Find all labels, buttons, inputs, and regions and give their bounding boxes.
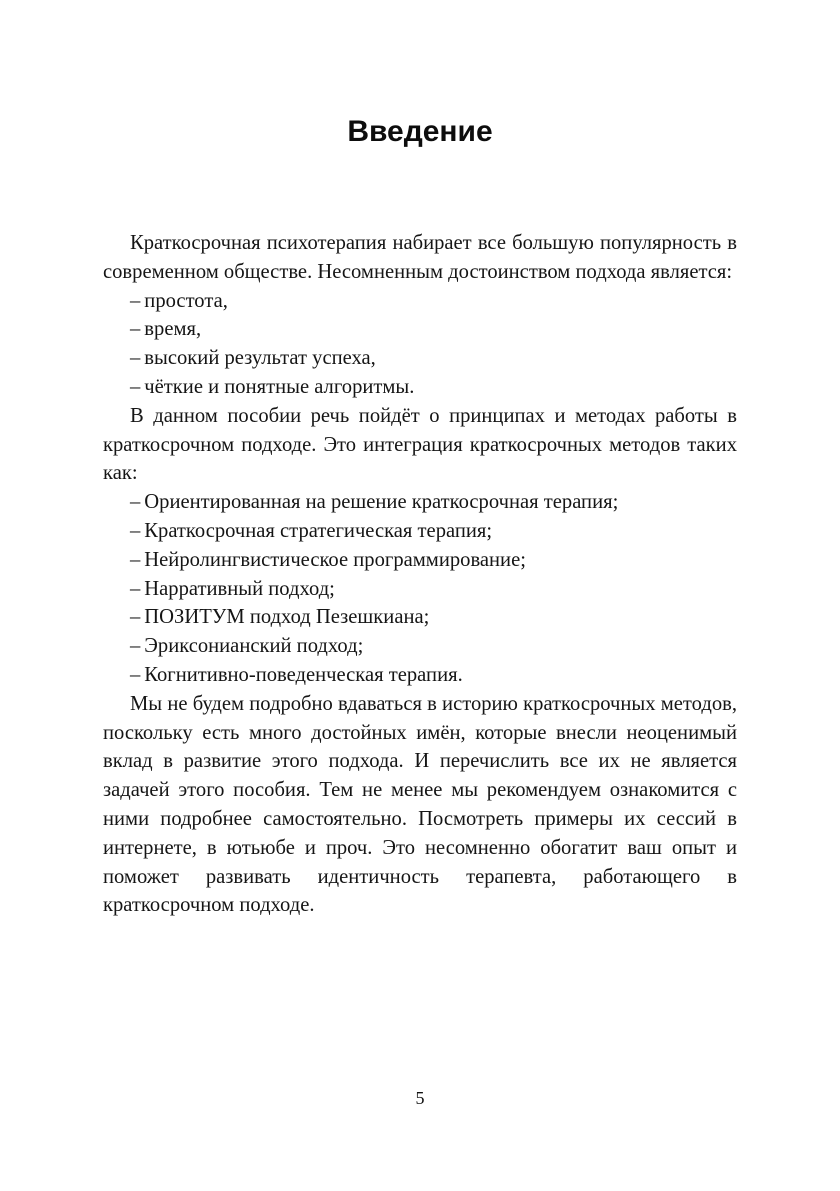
closing-paragraph: Мы не будем подробно вдаваться в историю краткосрочных методов, поскольку есть много достойных имён, которые внесли неоценимый вклад в развитие этого подхода. И перечислить все их не является задачей этого пособия. Тем не менее мы рекомендуем ознакомится с ними подробнее самостоятельно. Посмотреть примеры их сессий в интернете, в ютьюбе и проч. Это несомненно обогатит ваш опыт и поможет развивать идентичность терапевта, работающего в краткосрочном подходе.	[103, 692, 737, 917]
list-item	[103, 603, 737, 632]
dash-marker: –	[130, 375, 141, 398]
list-item	[103, 287, 737, 316]
list-item	[103, 546, 737, 575]
list-item	[103, 488, 737, 517]
dash-marker: –	[130, 635, 141, 658]
chapter-title: Введение	[347, 115, 493, 148]
dash-marker: –	[130, 606, 141, 629]
methods-list	[103, 488, 737, 690]
dash-marker: –	[130, 663, 141, 686]
dash-marker: –	[130, 577, 141, 600]
methods-intro-paragraph: В данном пособии речь пойдёт о принципах и методах работы в краткосрочном подходе. Это интеграция краткосрочных методов таких как:	[103, 404, 737, 485]
list-item-text: Ориентированная на решение краткосрочная терапия;	[144, 491, 619, 514]
list-item-text: высокий результат успеха,	[144, 347, 376, 370]
list-item-text: Эриксонианский подход;	[144, 635, 364, 658]
list-item-text: чёткие и понятные алгоритмы.	[144, 375, 415, 398]
dash-marker: –	[130, 519, 141, 542]
list-item	[103, 517, 737, 546]
list-item	[103, 315, 737, 344]
dash-marker: –	[130, 548, 141, 571]
dash-marker: –	[130, 318, 141, 341]
dash-marker: –	[130, 347, 141, 370]
list-item	[103, 661, 737, 690]
dash-marker: –	[130, 289, 141, 312]
list-item-text: время,	[144, 318, 202, 341]
intro-paragraph: Краткосрочная психотерапия набирает все большую популярность в современном обществе. Несомненным достоинством подхода является:	[103, 232, 737, 283]
list-item	[103, 373, 737, 402]
list-item-text: Краткосрочная стратегическая терапия;	[144, 519, 493, 542]
list-item-text: ПОЗИТУМ подход Пезешкиана;	[144, 606, 430, 629]
list-item-text: Нейролингвистическое программирование;	[144, 548, 526, 571]
list-item	[103, 575, 737, 604]
page-number: 5	[415, 1088, 425, 1108]
list-item-text: Нарративный подход;	[144, 577, 335, 600]
list-item	[103, 344, 737, 373]
list-item	[103, 632, 737, 661]
body-text	[103, 229, 737, 920]
list-item-text: Когнитивно-поведенческая терапия.	[144, 663, 463, 686]
advantages-list	[103, 287, 737, 402]
list-item-text: простота,	[144, 289, 228, 312]
dash-marker: –	[130, 491, 141, 514]
